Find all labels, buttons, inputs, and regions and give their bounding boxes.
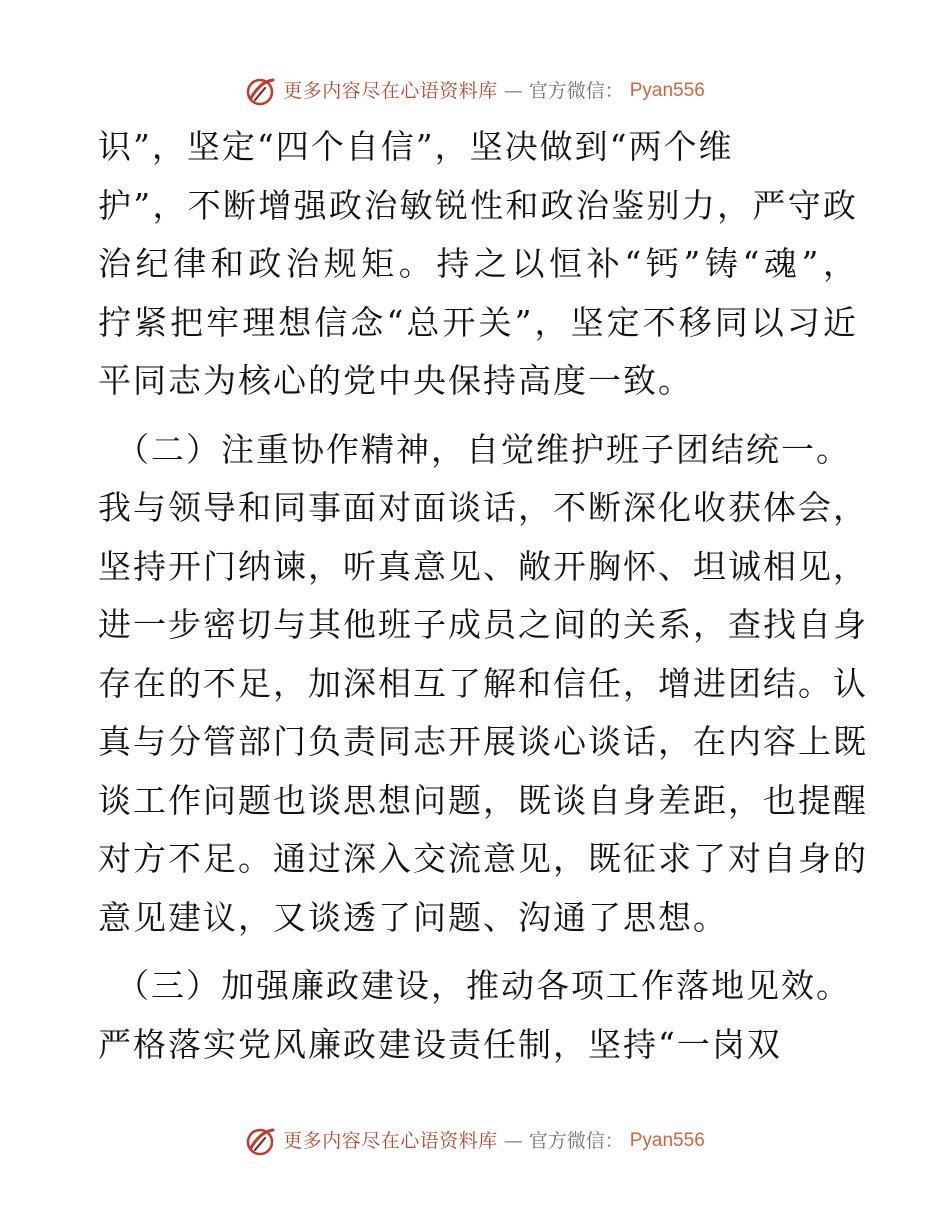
- body-line: 护”，不断增强政治敏锐性和政治鉴别力，严守政: [98, 185, 858, 225]
- body-line: 我与领导和同事面对面谈话，不断深化收获体会，: [98, 488, 868, 527]
- body-line: 识”，坚定“四个自信”，坚决做到“两个维: [98, 127, 734, 166]
- body-line: 意见建议，又谈透了问题、沟通了思想。: [98, 897, 728, 937]
- logo-icon: [245, 1126, 277, 1156]
- banner-official-label: 官方微信：: [528, 1130, 624, 1152]
- banner-official-label: 官方微信：: [528, 80, 624, 102]
- banner-dash: —: [503, 80, 523, 102]
- body-line: 严格落实党风廉政建设责任制，坚持“一岗双: [98, 1024, 782, 1064]
- body-line: 真与分管部门负责同志开展谈心谈话，在内容上既: [98, 722, 868, 761]
- section-heading: （三）加强廉政建设，推动各项工作落地见效。: [116, 966, 851, 1005]
- body-line: 对方不足。通过深入交流意见，既征求了对自身的: [98, 839, 868, 878]
- body-line: 平同志为核心的党中央保持高度一致。: [98, 361, 693, 400]
- banner-handle: Pyan556: [629, 80, 705, 101]
- banner-handle: Pyan556: [629, 1130, 705, 1151]
- body-line: 存在的不足，加深相互了解和信任，增进团结。认: [98, 663, 868, 703]
- header-banner: [0, 76, 950, 106]
- body-line: 进一步密切与其他班子成员之间的关系，查找自身: [98, 605, 868, 644]
- body-line: 坚持开门纳谏，听真意见、敞开胸怀、坦诚相见，: [98, 546, 868, 586]
- body-line: 治纪律和政治规矩。持之以恒补“钙”铸“魂”，: [98, 244, 858, 283]
- body-line: 谈工作问题也谈思想问题，既谈自身差距，也提醒: [98, 780, 868, 820]
- footer-banner: [0, 1126, 950, 1156]
- logo-icon: [245, 76, 277, 106]
- banner-dash: —: [503, 1130, 523, 1152]
- section-heading: （二）注重协作精神，自觉维护班子团结统一。: [116, 429, 851, 469]
- body-line: 拧紧把牢理想信念“总开关”，坚定不移同以习近: [98, 302, 858, 342]
- banner-site-text: 更多内容尽在心语资料库: [283, 1130, 498, 1152]
- document-body: [98, 118, 868, 1074]
- banner-site-text: 更多内容尽在心语资料库: [283, 80, 498, 102]
